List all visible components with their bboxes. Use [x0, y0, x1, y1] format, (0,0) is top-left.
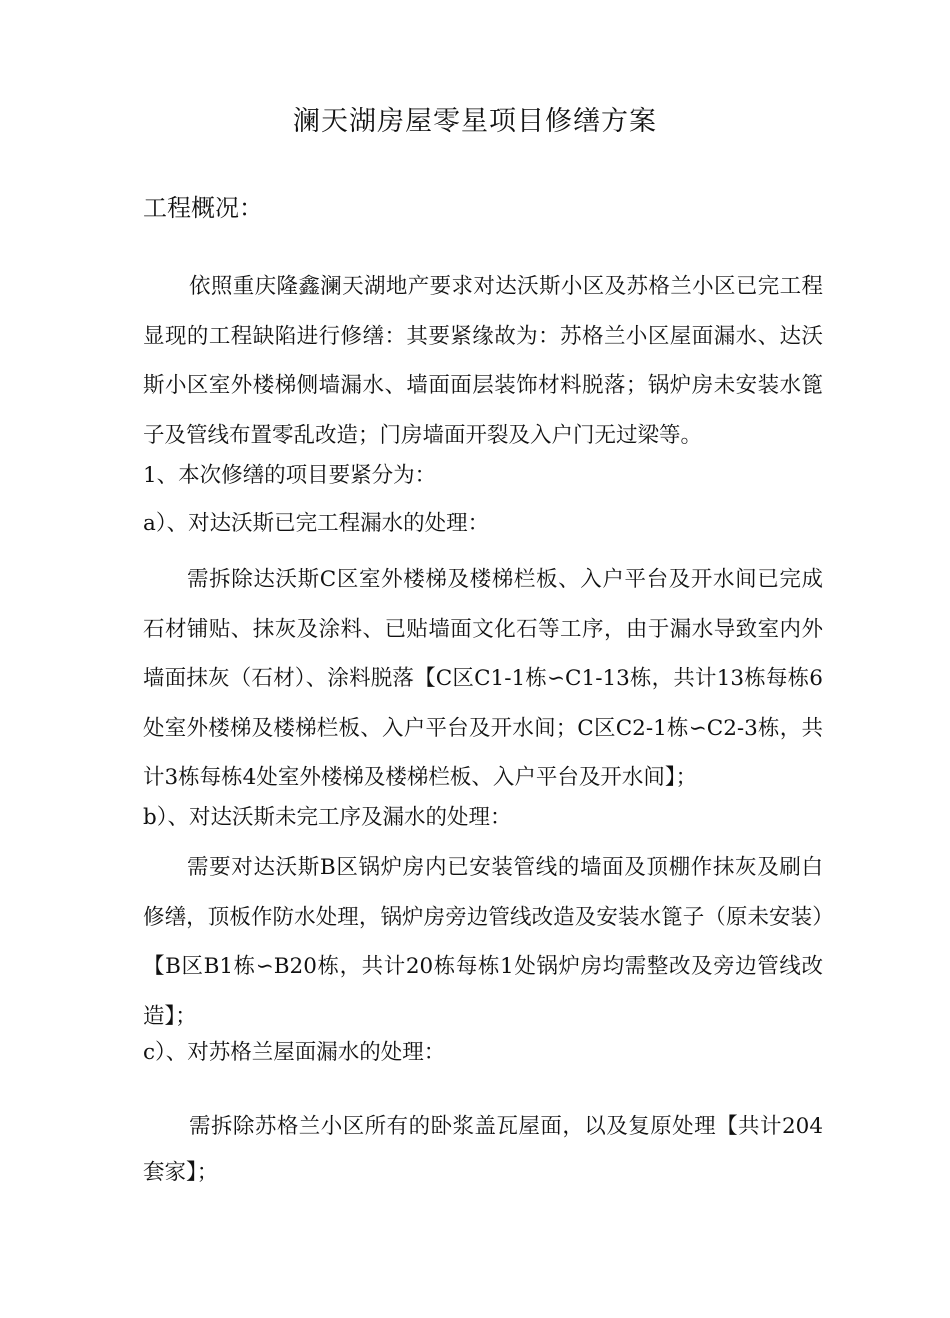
section-c-body: 需拆除苏格兰小区所有的卧浆盖瓦屋面，以及复原处理【共计204套家】；	[143, 1114, 823, 1185]
document-title: 澜天湖房屋零星项目修缮方案	[293, 106, 657, 137]
section-b-body: 需要对达沃斯B区锅炉房内已安装管线的墙面及顶棚作抹灰及刷白修缮，顶板作防水处理，锅炉房旁边管线改造及安装水篦子（原未安装）【B区B1栋∽B20栋，共计20栋每栋1处锅炉房均需整改及旁边管线改造】；	[143, 855, 823, 1029]
section-a-heading: a）、对达沃斯已完工程漏水的处理：	[143, 511, 490, 536]
section-b-heading: b）、对达沃斯未完工序及漏水的处理：	[143, 805, 512, 830]
section-a-body: 需拆除达沃斯C区室外楼梯及楼梯栏板、入户平台及开水间已完成石材铺贴、抹灰及涂料、已贴墙面文化石等工序，由于漏水导致室内外墙面抹灰（石材）、涂料脱落【C区C1-1栋∽C1-13栋，共计13栋每栋6处室外楼梯及楼梯栏板、入户平台及开水间；C区C2-1栋∽C2-3栋，共计3栋每栋4处室外楼梯及楼梯栏板、入户平台及开水间】；	[143, 567, 823, 790]
item-1-label: 1、本次修缮的项目要紧分为：	[143, 463, 437, 488]
section-c-heading: c）、对苏格兰屋面漏水的处理：	[143, 1040, 446, 1065]
section-heading: 工程概况：	[143, 194, 263, 222]
intro-paragraph: 依照重庆隆鑫澜天湖地产要求对达沃斯小区及苏格兰小区已完工程显现的工程缺陷进行修缮：其要紧缘故为：苏格兰小区屋面漏水、达沃斯小区室外楼梯侧墙漏水、墙面面层装饰材料脱落；锅炉房未安装水篦子及管线布置零乱改造；门房墙面开裂及入户门无过梁等。	[143, 274, 823, 448]
